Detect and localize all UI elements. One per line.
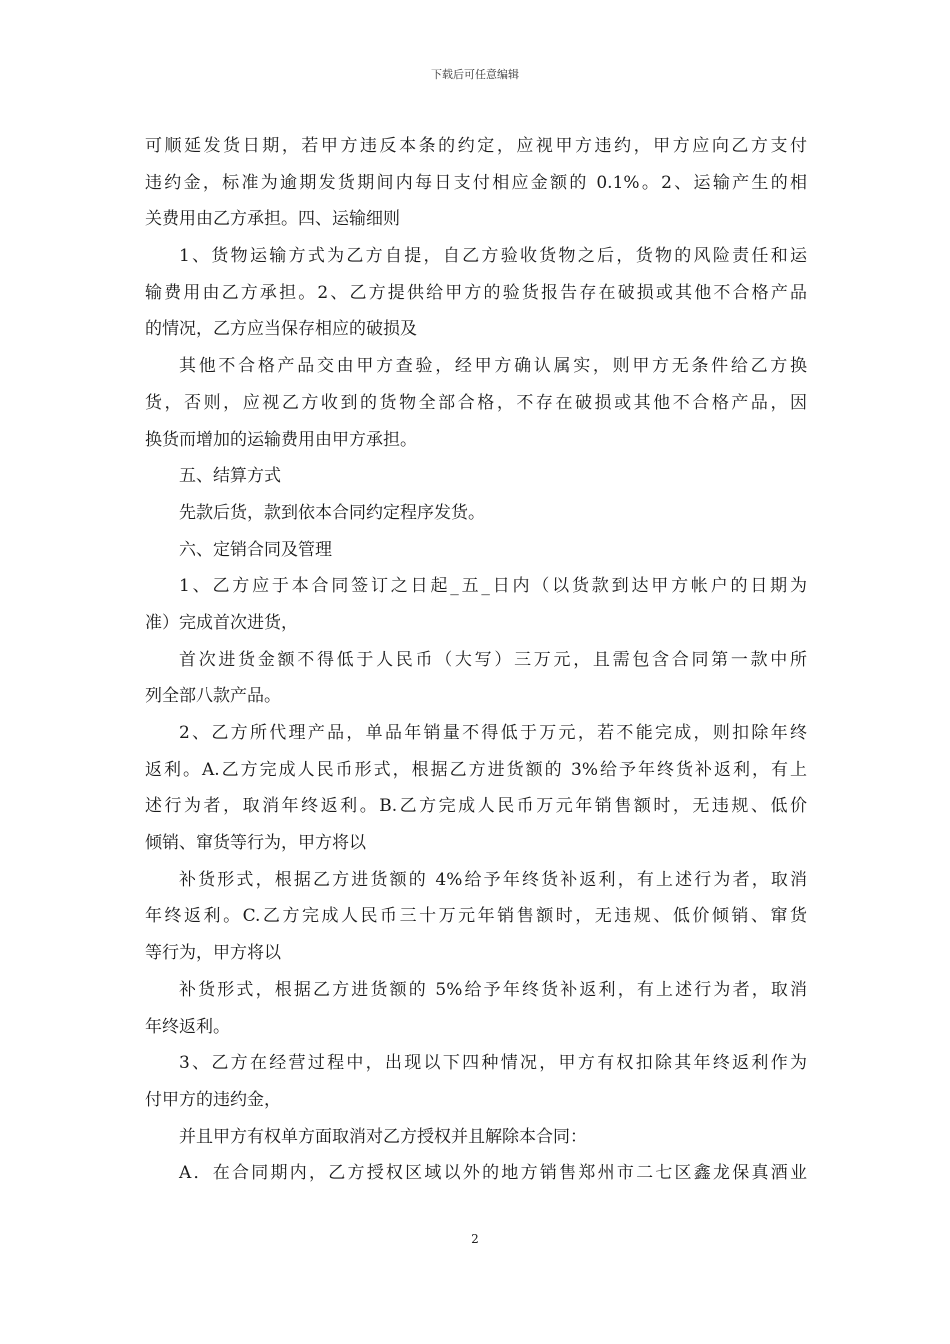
text-line: 准）完成首次进货， (145, 612, 298, 633)
text-line: 的情况，乙方应当保存相应的破损及 (145, 319, 417, 340)
text-line: 换货而增加的运输费用由甲方承担。 (145, 429, 417, 450)
text-line: 付甲方的违约金， (145, 1089, 281, 1110)
page-number: 2 (471, 1232, 479, 1246)
text-line: 货，否则，应视乙方收到的货物全部合格，不存在破损或其他不合格产品，因 (145, 392, 807, 413)
text-line: 3、乙方在经营过程中，出现以下四种情况，甲方有权扣除其年终返利作为 (179, 1053, 807, 1074)
text-line: A．在合同期内，乙方授权区域以外的地方销售郑州市二七区鑫龙保真酒业 (179, 1163, 807, 1184)
document-body (145, 128, 807, 1192)
text-line: 首次进货金额不得低于人民币（大写）三万元，且需包含合同第一款中所 (179, 649, 807, 670)
text-line: 其他不合格产品交由甲方查验，经甲方确认属实，则甲方无条件给乙方换 (179, 356, 807, 377)
text-line: 补货形式，根据乙方进货额的 5%给予年终货补返利，有上述行为者，取消 (179, 979, 807, 1000)
text-line: 先款后货，款到依本合同约定程序发货。 (179, 502, 485, 523)
text-line: 1、乙方应于本合同签订之日起_五_日内（以货款到达甲方帐户的日期为 (179, 576, 807, 597)
text-line: 输费用由乙方承担。2、乙方提供给甲方的验货报告存在破损或其他不合格产品 (145, 282, 807, 303)
text-line: 年终返利。C.乙方完成人民币三十万元年销售额时，无违规、低价倾销、窜货 (145, 906, 807, 927)
text-line: 返利。A.乙方完成人民币形式，根据乙方进货额的 3%给予年终货补返利，有上 (145, 759, 807, 780)
text-line: 六、定销合同及管理 (179, 539, 332, 560)
text-line: 关费用由乙方承担。四、运输细则 (145, 209, 400, 230)
text-line: 等行为，甲方将以 (145, 943, 281, 964)
text-line: 列全部八款产品。 (145, 686, 281, 707)
text-line: 2、乙方所代理产品，单品年销量不得低于万元，若不能完成，则扣除年终 (179, 723, 807, 743)
text-line: 年终返利。 (145, 1016, 230, 1037)
text-line: 并且甲方有权单方面取消对乙方授权并且解除本合同： (179, 1126, 587, 1147)
text-line: 述行为者，取消年终返利。B.乙方完成人民币万元年销售额时，无违规、低价 (145, 796, 807, 817)
text-line: 可顺延发货日期，若甲方违反本条的约定，应视甲方违约，甲方应向乙方支付 (145, 136, 807, 156)
text-line: 倾销、窜货等行为，甲方将以 (145, 833, 366, 854)
page-header: 下载后可任意编辑 (431, 68, 519, 81)
text-line: 五、结算方式 (179, 466, 281, 487)
text-line: 补货形式，根据乙方进货额的 4%给予年终货补返利，有上述行为者，取消 (179, 869, 807, 890)
text-line: 1、货物运输方式为乙方自提，自乙方验收货物之后，货物的风险责任和运 (179, 246, 807, 267)
text-line: 违约金，标准为逾期发货期间内每日支付相应金额的 0.1%。2、运输产生的相 (145, 172, 807, 193)
